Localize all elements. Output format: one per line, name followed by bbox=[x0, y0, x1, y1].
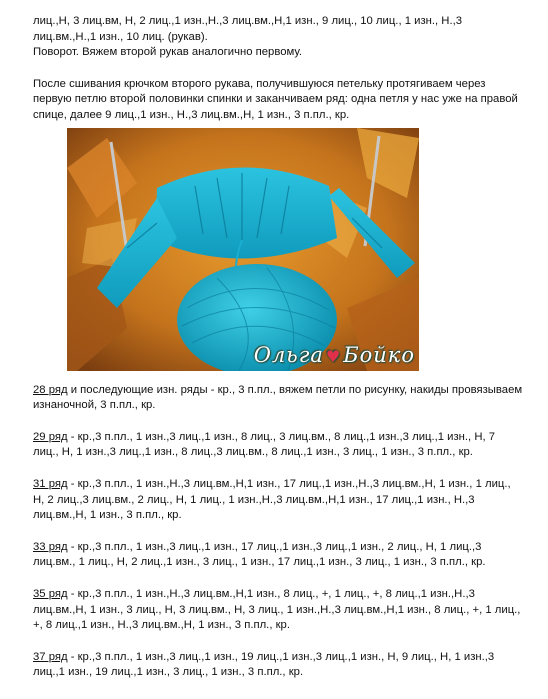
intro-line-2: лиц.вм.,Н.,1 изн., 10 лиц. (рукав). bbox=[33, 30, 208, 43]
row-text: - кр.,3 п.пл., 1 изн.,3 лиц.,1 изн., 8 лиц., 3 лиц.вм., 8 лиц.,1 изн.,3 лиц.,1 изн., Н, 7 лиц., Н, 1 изн.,3 лиц.,1 изн., 8 лиц.,3 лиц.вм., 8 лиц.,1 изн., 3 лиц., 1 изн., 3 п.пл., кр. bbox=[33, 430, 496, 459]
row-29 bbox=[33, 430, 523, 461]
row-37 bbox=[33, 650, 523, 681]
row-label: 33 ряд bbox=[33, 540, 68, 553]
row-label: 37 ряд bbox=[33, 650, 68, 663]
intro-paragraph bbox=[33, 14, 523, 61]
row-label: 31 ряд bbox=[33, 477, 68, 490]
watermark-surname: Бойко bbox=[343, 342, 415, 367]
join-paragraph: После сшивания крючком второго рукава, получившуюся петельку протягиваем через первую петлю второй половинки спинки и заканчиваем ряд: одна петля у нас уже на правой спице, далее 9 лиц.,1 изн., Н.,3 лиц.вм.,Н, 1 изн., 3 п.пл., кр. bbox=[33, 77, 518, 121]
row-label: 29 ряд bbox=[33, 430, 68, 443]
row-label: 35 ряд bbox=[33, 587, 68, 600]
intro-line-1: лиц.,Н, 3 лиц.вм, Н, 2 лиц.,1 изн.,Н.,3 лиц.вм.,Н,1 изн., 9 лиц., 10 лиц., 1 изн., Н.,3 bbox=[33, 15, 463, 27]
row-text: - кр.,3 п.пл., 1 изн.,Н.,3 лиц.вм.,Н,1 изн., 17 лиц.,1 изн.,Н.,3 лиц.вм.,Н, 1 изн., 1 лиц., Н, 2 лиц.,3 лиц.вм., 2 лиц., Н, 1 лиц., 1 изн.,Н.,3 лиц.вм.,Н,1 изн., 17 лиц.,1 изн., Н.,3 лиц.вм.,Н, 1 изн., 3 п.пл., кр. bbox=[33, 477, 511, 522]
row-33 bbox=[33, 540, 523, 571]
row-text: - кр.,3 п.пл., 1 изн.,3 лиц.,1 изн., 19 лиц.,1 изн.,3 лиц.,1 изн., Н, 9 лиц., Н, 1 изн.,3 лиц.,1 изн., 19 лиц.,1 изн., 3 лиц., 1 изн., 3 п.пл., кр. bbox=[33, 650, 495, 679]
watermark-name: Ольга bbox=[253, 342, 324, 367]
row-31 bbox=[33, 477, 523, 524]
row-35 bbox=[33, 587, 523, 634]
knitting-photo bbox=[67, 128, 419, 371]
row-text: - кр.,3 п.пл., 1 изн.,3 лиц.,1 изн., 17 лиц.,1 изн.,3 лиц.,1 изн., 2 лиц., Н, 1 лиц.,3 лиц.вм., 1 лиц., Н, 2 лиц.,1 изн., 3 лиц., 1 изн., 17 лиц.,1 изн., 3 лиц., 1 изн., 3 п.пл., кр. bbox=[33, 540, 486, 569]
row-28 bbox=[33, 383, 523, 414]
photo-watermark bbox=[253, 342, 415, 367]
intro-line-3: Поворот. Вяжем второй рукав аналогично первому. bbox=[33, 46, 303, 59]
row-text: и последующие изн. ряды - кр., 3 п.пл., вяжем петли по рисунку, накиды провязываем изнаночной, 3 п.пл., кр. bbox=[33, 383, 523, 412]
heart-icon: ♥ bbox=[325, 346, 342, 366]
knitting-photo-drawing bbox=[67, 128, 419, 371]
row-text: - кр.,3 п.пл., 1 изн.,Н.,3 лиц.вм.,Н,1 изн., 8 лиц., +, 1 лиц., +, 8 лиц.,1 изн.,Н.,3 лиц.вм.,Н, 1 изн., 3 лиц., Н, 3 лиц.вм., Н, 3 лиц., 1 изн.,Н.,3 лиц.вм.,Н,1 изн., 8 лиц., +, 1 лиц., +, 8 лиц.,1 изн., Н.,3 лиц.вм.,Н, 1 изн., 3 п.пл., кр. bbox=[33, 587, 521, 632]
document-page bbox=[33, 14, 523, 697]
row-label: 28 ряд bbox=[33, 383, 68, 396]
